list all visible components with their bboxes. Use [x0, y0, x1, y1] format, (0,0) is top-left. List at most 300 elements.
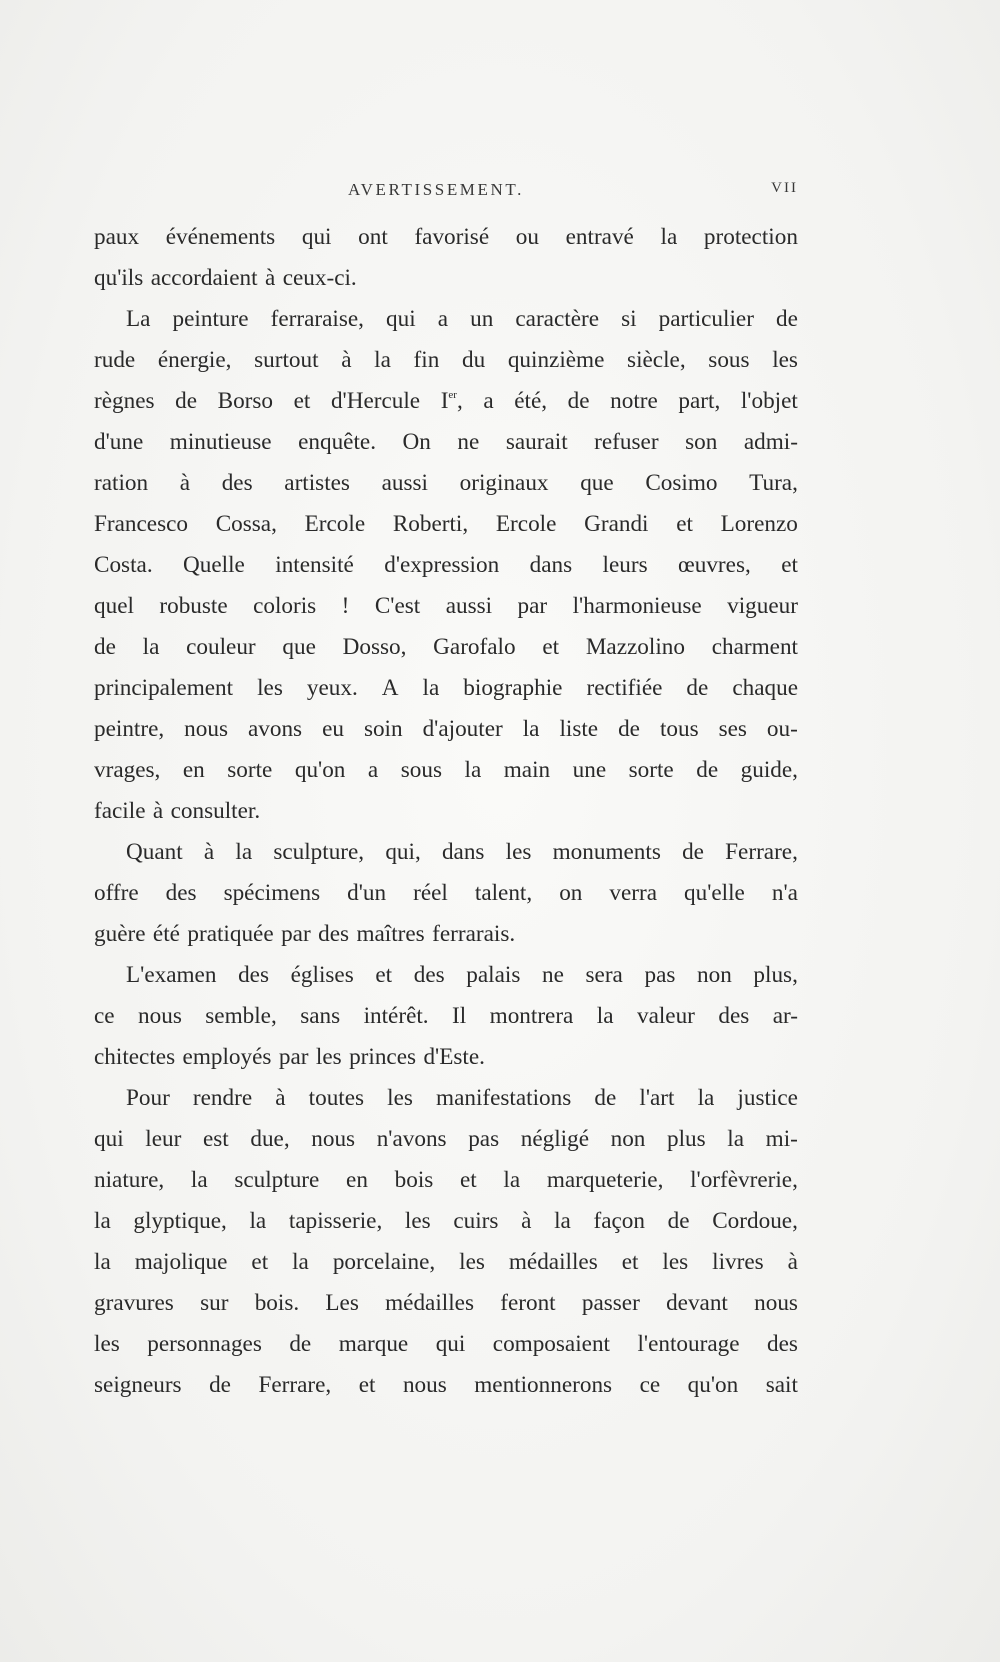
- word: qu'ils: [94, 265, 144, 291]
- word: sous: [400, 757, 442, 783]
- word: et: [781, 552, 798, 578]
- word: leurs: [602, 552, 648, 578]
- word: la: [190, 1167, 208, 1193]
- word: œuvres,: [678, 552, 751, 578]
- word: est: [202, 1126, 229, 1152]
- word: pas: [644, 962, 676, 988]
- text-line: [94, 1119, 798, 1160]
- word: Roberti,: [392, 511, 469, 537]
- word: ou-: [766, 716, 798, 742]
- word: intérêt.: [363, 1003, 429, 1029]
- text-line: [94, 1078, 798, 1119]
- word: glyptique,: [133, 1208, 227, 1234]
- word: Ercole: [304, 511, 366, 537]
- word: mentionnerons: [474, 1372, 613, 1398]
- word: Francesco: [94, 511, 188, 537]
- word: sculpture,: [273, 839, 365, 865]
- word: d'un: [347, 880, 387, 906]
- word: Ercole: [495, 511, 557, 537]
- word: qu'on: [687, 1372, 739, 1398]
- word: un: [470, 306, 494, 332]
- word: mi-: [765, 1126, 798, 1152]
- body-text: [94, 217, 798, 1406]
- word: en: [182, 757, 205, 783]
- word: yeux.: [306, 675, 358, 701]
- word: guide,: [740, 757, 798, 783]
- word: marque: [338, 1331, 409, 1357]
- word: ne: [541, 962, 564, 988]
- word: admi-: [743, 429, 798, 455]
- word: du: [461, 347, 486, 373]
- text-line: [94, 504, 798, 545]
- text-line: [94, 586, 798, 627]
- word: pas: [468, 1126, 500, 1152]
- text-line: [94, 299, 798, 340]
- word: vigueur: [727, 593, 798, 619]
- word: de: [594, 1085, 617, 1111]
- word: La: [126, 306, 151, 332]
- word: quinzième: [507, 347, 605, 373]
- word: de: [667, 1208, 690, 1234]
- word: entravé: [565, 224, 634, 250]
- word: été: [152, 921, 180, 947]
- word: verra: [609, 880, 657, 906]
- word: Pour: [126, 1085, 170, 1111]
- word: soin: [363, 716, 403, 742]
- running-head: [94, 180, 798, 204]
- word: d'une: [94, 429, 144, 455]
- word: coloris: [253, 593, 317, 619]
- word: porcelaine,: [332, 1249, 436, 1275]
- word: qu'elle: [684, 880, 745, 906]
- word: son: [685, 429, 718, 455]
- word: ferrarais.: [432, 921, 516, 947]
- word: l'art: [639, 1085, 675, 1111]
- word: de: [776, 306, 798, 332]
- text-line: [94, 381, 798, 422]
- word: seigneurs: [94, 1372, 182, 1398]
- word: qui: [386, 306, 416, 332]
- word: vrages,: [94, 757, 161, 783]
- word: cuirs: [453, 1208, 499, 1234]
- word: Ier,: [440, 388, 463, 414]
- word: artistes: [284, 470, 350, 496]
- word: la: [235, 839, 253, 865]
- word: nous: [311, 1126, 356, 1152]
- word: les: [387, 1085, 413, 1111]
- word: peinture: [172, 306, 249, 332]
- word: rude: [94, 347, 136, 373]
- text-line: [94, 1365, 798, 1406]
- text-line: [94, 1037, 798, 1078]
- word: plus,: [753, 962, 798, 988]
- word: les: [315, 1044, 342, 1070]
- word: de: [618, 716, 640, 742]
- word: événements: [165, 224, 276, 250]
- word: et: [293, 388, 311, 414]
- word: n'avons: [376, 1126, 447, 1152]
- word: non: [697, 962, 732, 988]
- word: des: [221, 470, 253, 496]
- word: les: [404, 1208, 431, 1234]
- word: accordaient: [150, 265, 258, 291]
- word: chitectes: [94, 1044, 176, 1070]
- word: les: [257, 675, 283, 701]
- word: par: [278, 1044, 309, 1070]
- word: manifestations: [436, 1085, 572, 1111]
- word: tous: [659, 716, 699, 742]
- word: la: [503, 1167, 521, 1193]
- word: marqueterie,: [546, 1167, 664, 1193]
- word: favorisé: [414, 224, 490, 250]
- word: enquête.: [298, 429, 376, 455]
- text-line: [94, 217, 798, 258]
- word: en: [346, 1167, 368, 1193]
- word: des: [165, 880, 197, 906]
- word: Les: [325, 1290, 359, 1316]
- word: monuments: [552, 839, 661, 865]
- word: d'Hercule: [330, 388, 421, 414]
- word: qui: [301, 224, 332, 250]
- word: livres: [712, 1249, 764, 1275]
- word: qu'on: [294, 757, 346, 783]
- word: liste: [559, 716, 599, 742]
- running-head-title: AVERTISSEMENT.: [348, 180, 524, 199]
- word: bois: [394, 1167, 434, 1193]
- text-line: [94, 668, 798, 709]
- word: spécimens: [223, 880, 321, 906]
- word: la: [374, 347, 391, 373]
- word: valeur: [636, 1003, 695, 1029]
- word: saurait: [505, 429, 568, 455]
- word: Ferrare,: [725, 839, 798, 865]
- word: à: [341, 347, 352, 373]
- word: sorte: [628, 757, 674, 783]
- word: de: [209, 1372, 231, 1398]
- word: ar-: [772, 1003, 798, 1029]
- word: gravures: [94, 1290, 174, 1316]
- word: personnages: [147, 1331, 262, 1357]
- word: de: [682, 839, 704, 865]
- word: Costa.: [94, 552, 153, 578]
- word: qui: [94, 1126, 124, 1152]
- word: de: [686, 675, 709, 701]
- word: composaient: [492, 1331, 610, 1357]
- text-line: [94, 1201, 798, 1242]
- word: si: [621, 306, 637, 332]
- word: C'est: [374, 593, 421, 619]
- word: pratiquée: [187, 921, 274, 947]
- word: a: [437, 306, 449, 332]
- word: de: [94, 634, 116, 660]
- word: majolique: [134, 1249, 228, 1275]
- page-number: VII: [771, 180, 798, 196]
- word: des: [718, 1003, 750, 1029]
- text-line: [94, 1283, 798, 1324]
- word: la: [464, 757, 482, 783]
- word: et: [358, 1372, 376, 1398]
- word: la: [94, 1249, 111, 1275]
- word: les: [94, 1331, 120, 1357]
- word: énergie,: [157, 347, 232, 373]
- word: par: [517, 593, 548, 619]
- word: sans: [300, 1003, 341, 1029]
- word: nous: [138, 1003, 182, 1029]
- word: refuser: [594, 429, 659, 455]
- text-line: [94, 1242, 798, 1283]
- word: églises: [290, 962, 354, 988]
- word: réel: [413, 880, 448, 906]
- text-line: [94, 627, 798, 668]
- word: particulier: [658, 306, 754, 332]
- word: l'orfèvrerie,: [690, 1167, 798, 1193]
- word: biographie: [463, 675, 563, 701]
- word: Borso: [217, 388, 274, 414]
- word: médailles: [508, 1249, 598, 1275]
- word: couleur: [186, 634, 256, 660]
- word: employés: [182, 1044, 272, 1070]
- text-line: [94, 996, 798, 1037]
- word: rectifiée: [586, 675, 663, 701]
- word: eu: [322, 716, 344, 742]
- word: surtout: [254, 347, 319, 373]
- word: tapisserie,: [288, 1208, 383, 1234]
- word: et: [251, 1249, 269, 1275]
- word: semble,: [205, 1003, 277, 1029]
- word: ont: [358, 224, 388, 250]
- word: peintre,: [94, 716, 165, 742]
- word: main: [503, 757, 551, 783]
- word: Cossa,: [215, 511, 277, 537]
- word: intensité: [275, 552, 354, 578]
- word: et: [676, 511, 693, 537]
- word: les: [505, 839, 532, 865]
- word: fin: [413, 347, 440, 373]
- word: charment: [711, 634, 798, 660]
- word: la: [142, 634, 160, 660]
- word: une: [572, 757, 607, 783]
- word: passer: [581, 1290, 640, 1316]
- word: princes: [349, 1044, 417, 1070]
- word: des: [318, 921, 350, 947]
- word: à: [275, 1085, 286, 1111]
- word: des: [413, 962, 445, 988]
- word: et: [375, 962, 393, 988]
- word: n'a: [771, 880, 798, 906]
- text-line: [94, 709, 798, 750]
- word: la: [660, 224, 678, 250]
- word: d'Este.: [423, 1044, 485, 1070]
- word: la: [554, 1208, 571, 1234]
- word: ration: [94, 470, 149, 496]
- word: sera: [585, 962, 623, 988]
- word: Tura,: [749, 470, 798, 496]
- word: !: [341, 593, 350, 619]
- word: qui: [435, 1331, 466, 1357]
- word: ne: [457, 429, 480, 455]
- word: la: [727, 1126, 745, 1152]
- word: sorte: [227, 757, 273, 783]
- word: de: [175, 388, 198, 414]
- word: part,: [678, 388, 721, 414]
- word: l'objet: [740, 388, 798, 414]
- word: Mazzolino: [585, 634, 685, 660]
- word: qui,: [385, 839, 421, 865]
- word: justice: [737, 1085, 798, 1111]
- word: dans: [529, 552, 573, 578]
- word: nous: [402, 1372, 447, 1398]
- word: palais: [466, 962, 521, 988]
- word: a: [367, 757, 379, 783]
- word: l'entourage: [637, 1331, 740, 1357]
- word: ce: [639, 1372, 661, 1398]
- word: consulter.: [170, 798, 261, 824]
- word: notre: [610, 388, 658, 414]
- word: ses: [718, 716, 747, 742]
- word: de: [696, 757, 719, 783]
- word: nous: [184, 716, 228, 742]
- word: Grandi: [584, 511, 649, 537]
- word: règnes: [94, 388, 155, 414]
- word: ce: [94, 1003, 115, 1029]
- word: ferraraise,: [270, 306, 364, 332]
- word: à: [152, 798, 164, 824]
- word: A: [381, 675, 399, 701]
- word: leur: [145, 1126, 182, 1152]
- word: d'ajouter: [422, 716, 503, 742]
- text-line: [94, 832, 798, 873]
- word: ou: [515, 224, 539, 250]
- word: et: [621, 1249, 639, 1275]
- word: aussi: [445, 593, 493, 619]
- word: feront: [500, 1290, 556, 1316]
- word: a: [483, 388, 494, 414]
- text-line: [94, 955, 798, 996]
- word: les: [772, 347, 798, 373]
- word: chaque: [732, 675, 798, 701]
- word: guère: [94, 921, 146, 947]
- word: plus: [667, 1126, 706, 1152]
- word: négligé: [520, 1126, 589, 1152]
- word: principalement: [94, 675, 234, 701]
- text-line: [94, 340, 798, 381]
- word: d'expression: [384, 552, 500, 578]
- word: paux: [94, 224, 140, 250]
- word: à: [264, 265, 276, 291]
- text-line: [94, 750, 798, 791]
- word: sculpture: [234, 1167, 320, 1193]
- word: facile: [94, 798, 146, 824]
- word: sous: [708, 347, 750, 373]
- word: la: [292, 1249, 309, 1275]
- word: médailles: [385, 1290, 474, 1316]
- word: des: [766, 1331, 798, 1357]
- word: l'harmonieuse: [572, 593, 702, 619]
- word: et: [542, 634, 560, 660]
- text-line: [94, 463, 798, 504]
- word: les: [459, 1249, 485, 1275]
- word: de: [567, 388, 590, 414]
- word: la: [422, 675, 440, 701]
- word: dans: [441, 839, 485, 865]
- word: nous: [754, 1290, 798, 1316]
- word: par: [281, 921, 311, 947]
- word: de: [289, 1331, 312, 1357]
- word: talent,: [474, 880, 533, 906]
- word: été,: [514, 388, 548, 414]
- word: Ferrare,: [258, 1372, 332, 1398]
- word: Dosso,: [342, 634, 407, 660]
- word: non: [610, 1126, 646, 1152]
- word: Garofalo: [433, 634, 516, 660]
- word: à: [203, 839, 215, 865]
- word: à: [521, 1208, 532, 1234]
- word: Lorenzo: [720, 511, 798, 537]
- word: la: [94, 1208, 111, 1234]
- word: avons: [247, 716, 303, 742]
- word: quel: [94, 593, 134, 619]
- word: Cordoue,: [712, 1208, 798, 1234]
- word: On: [402, 429, 431, 455]
- word: ceux-ci.: [282, 265, 357, 291]
- word: Il: [452, 1003, 467, 1029]
- text-line: [94, 914, 798, 955]
- word: Quant: [126, 839, 183, 865]
- word: offre: [94, 880, 139, 906]
- word: minutieuse: [169, 429, 272, 455]
- word: rendre: [192, 1085, 253, 1111]
- word: et: [459, 1167, 477, 1193]
- word: devant: [666, 1290, 728, 1316]
- word: on: [559, 880, 583, 906]
- word: originaux: [459, 470, 549, 496]
- word: toutes: [308, 1085, 365, 1111]
- word: la: [522, 716, 540, 742]
- word: que: [282, 634, 316, 660]
- word: sur: [200, 1290, 229, 1316]
- text-line: [94, 258, 798, 299]
- word: à: [179, 470, 191, 496]
- word: Quelle: [183, 552, 245, 578]
- text-line: [94, 791, 798, 832]
- word: à: [787, 1249, 798, 1275]
- text-line: [94, 873, 798, 914]
- word: due,: [250, 1126, 290, 1152]
- text-line: [94, 422, 798, 463]
- word: la: [697, 1085, 715, 1111]
- word: que: [580, 470, 614, 496]
- word: des: [238, 962, 269, 988]
- word: aussi: [381, 470, 428, 496]
- word: niature,: [94, 1167, 165, 1193]
- text-line: [94, 545, 798, 586]
- word: bois.: [254, 1290, 300, 1316]
- word: sait: [765, 1372, 798, 1398]
- word: siècle,: [627, 347, 686, 373]
- word: maîtres: [356, 921, 425, 947]
- text-line: [94, 1324, 798, 1365]
- word: la: [249, 1208, 267, 1234]
- text-line: [94, 1160, 798, 1201]
- word: protection: [703, 224, 798, 250]
- word: caractère: [515, 306, 600, 332]
- word: façon: [593, 1208, 645, 1234]
- word: les: [662, 1249, 689, 1275]
- word: robuste: [159, 593, 228, 619]
- word: L'examen: [126, 962, 217, 988]
- word: la: [596, 1003, 614, 1029]
- word: montrera: [489, 1003, 574, 1029]
